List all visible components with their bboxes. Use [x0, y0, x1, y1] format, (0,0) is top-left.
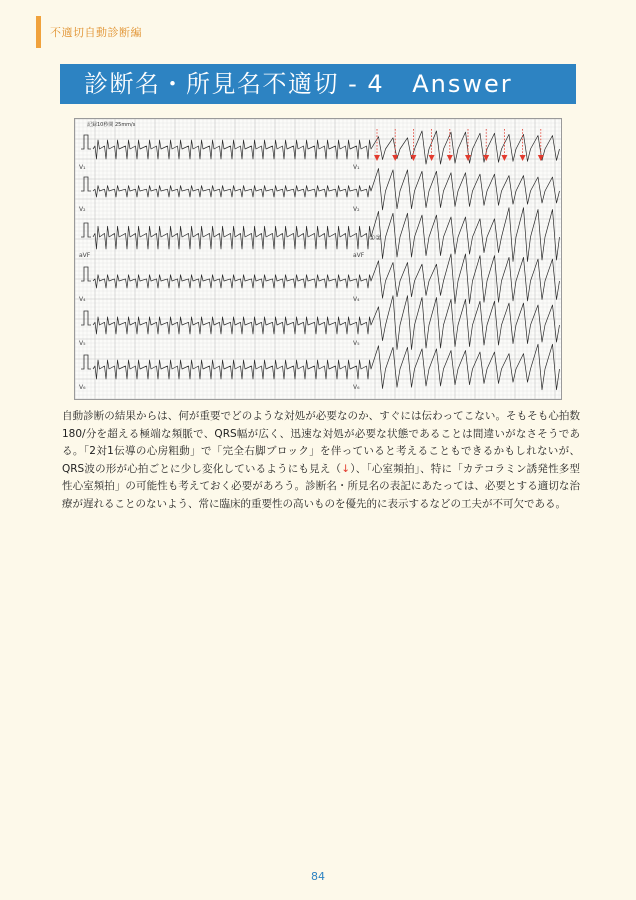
explanation-part-1: 自動診断の結果からは、何が重要でどのような対処が必要なのか、すぐには伝わってこない。そもそも心拍数180/分を超える極端な頻脈で、QRS幅が広く、迅速な対処が必要な状態であることは間違いがなさそうである。「2対1伝導の心房粗動」で「完全右脚ブロック」を伴っていると考えることもできるかもしれないが、QRS波の形が心拍ごとに少し変化しているようにも見え（ — [62, 410, 580, 475]
red-down-arrow-icon — [429, 155, 435, 161]
red-down-arrow-icon — [501, 155, 507, 161]
ecg-lead-label: aVF — [79, 252, 91, 259]
ecg-figure — [74, 118, 562, 400]
red-down-arrow-icon: ↓ — [341, 462, 351, 475]
ecg-lead-label: V₆ — [353, 384, 360, 391]
section-label: 不適切自動診断編 — [50, 26, 142, 39]
ecg-lead-label: V₄ — [353, 296, 360, 303]
ecg-lead-label: V₂ — [79, 206, 86, 213]
red-down-arrow-icon — [483, 155, 489, 161]
section-accent-bar — [36, 16, 41, 48]
ecg-lead-label: V₆ — [79, 384, 86, 391]
ecg-annotation-marker: ①② — [369, 234, 382, 242]
ecg-lead-label: V₁ — [79, 164, 86, 171]
answer-label: Answer — [412, 70, 513, 98]
ecg-caption: 記録10秒間 25mm/s — [87, 122, 136, 128]
ecg-lead-label: V₂ — [353, 206, 360, 213]
explanation-part-2: ）、「心室頻拍」、特に「カテコラミン誘発性多型性心室頻拍」の可能性も考えておく必要があろう。診断名・所見名の表記にあたっては、必要とする適切な治療が遅れることのないよう、常に臨床的重要性の高いものを優先的に表示するなどの工夫が不可欠である。 — [62, 462, 580, 510]
red-down-arrow-icon — [447, 155, 453, 161]
ecg-lead-label: V₄ — [79, 296, 86, 303]
page-title: 診断名・所見名不適切 - 4 — [84, 70, 385, 98]
ecg-lead-label: aVF — [353, 252, 365, 259]
page-title-banner — [60, 64, 576, 104]
ecg-grid-major — [75, 119, 561, 399]
page-number: 84 — [311, 870, 325, 883]
red-down-arrow-icon — [520, 155, 526, 161]
ecg-lead-label: V₅ — [79, 340, 86, 347]
ecg-lead-label: V₁ — [353, 164, 360, 171]
explanation-text — [62, 408, 580, 513]
ecg-strip — [75, 119, 561, 399]
ecg-lead-label: V₅ — [353, 340, 360, 347]
